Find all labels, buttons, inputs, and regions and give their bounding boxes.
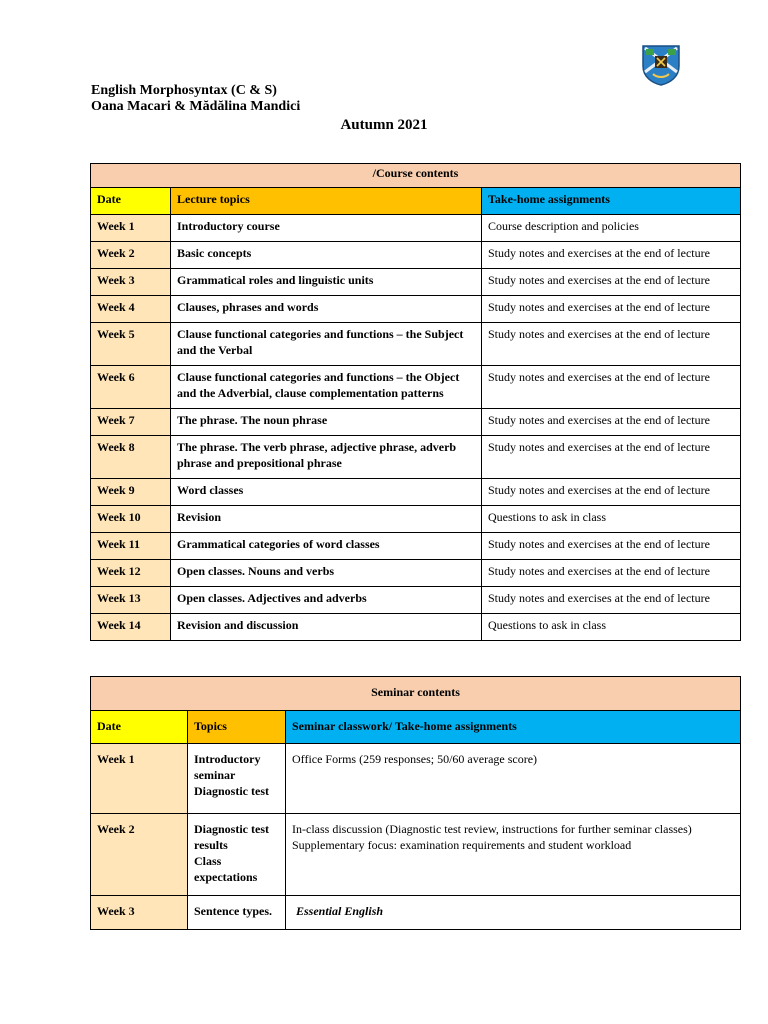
table-row — [91, 506, 741, 533]
work-line: Supplementary focus: examination requirements and student workload — [292, 838, 632, 852]
assignment-cell: Study notes and exercises at the end of lecture — [482, 533, 741, 560]
table-row — [91, 242, 741, 269]
seminar-work-cell — [286, 744, 741, 814]
lecture-topic-cell: Open classes. Nouns and verbs — [171, 560, 482, 587]
lecture-topic-cell: The phrase. The verb phrase, adjective phrase, adverb phrase and prepositional phrase — [171, 436, 482, 479]
week-cell: Week 3 — [91, 896, 188, 930]
work-line: Office Forms (259 responses; 50/60 average score) — [292, 752, 538, 766]
topic-line: Diagnostic test — [194, 784, 269, 798]
table-row — [91, 814, 741, 896]
course-table-header-row — [91, 188, 741, 215]
week-cell: Week 6 — [91, 366, 171, 409]
lecture-topic-cell: Clause functional categories and functions – the Subject and the Verbal — [171, 323, 482, 366]
week-cell: Week 5 — [91, 323, 171, 366]
course-contents-table — [90, 163, 741, 641]
assignment-cell: Study notes and exercises at the end of lecture — [482, 587, 741, 614]
assignment-cell: Questions to ask in class — [482, 506, 741, 533]
seminar-table-body — [91, 677, 741, 930]
header-date: Date — [91, 711, 188, 744]
week-cell: Week 9 — [91, 479, 171, 506]
week-cell: Week 3 — [91, 269, 171, 296]
lecture-topic-cell: Word classes — [171, 479, 482, 506]
assignment-cell: Study notes and exercises at the end of lecture — [482, 436, 741, 479]
week-cell: Week 11 — [91, 533, 171, 560]
assignment-cell: Study notes and exercises at the end of lecture — [482, 560, 741, 587]
lecture-topic-cell: The phrase. The noun phrase — [171, 409, 482, 436]
assignment-cell: Study notes and exercises at the end of lecture — [482, 323, 741, 366]
topic-line: Introductory — [194, 752, 261, 766]
assignment-cell: Questions to ask in class — [482, 614, 741, 641]
week-cell: Week 14 — [91, 614, 171, 641]
week-cell: Week 13 — [91, 587, 171, 614]
header-topics: Topics — [188, 711, 286, 744]
table-row — [91, 269, 741, 296]
course-title: English Morphosyntax (C & S) — [91, 83, 277, 98]
university-crest-logo — [641, 44, 681, 86]
lecture-topic-cell: Basic concepts — [171, 242, 482, 269]
lecture-topic-cell: Revision — [171, 506, 482, 533]
course-table-caption-row — [91, 164, 741, 188]
table-row — [91, 436, 741, 479]
topic-line: Class — [194, 854, 222, 868]
assignment-cell: Study notes and exercises at the end of lecture — [482, 242, 741, 269]
course-table-body — [91, 164, 741, 641]
topic-line: seminar — [194, 768, 236, 782]
lecture-topic-cell: Revision and discussion — [171, 614, 482, 641]
topic-line: results — [194, 838, 228, 852]
assignment-cell: Study notes and exercises at the end of lecture — [482, 296, 741, 323]
week-cell: Week 2 — [91, 814, 188, 896]
seminar-topic-cell — [188, 814, 286, 896]
week-cell: Week 12 — [91, 560, 171, 587]
seminar-table-caption-row — [91, 677, 741, 711]
header-seminar-work: Seminar classwork/ Take-home assignments — [286, 711, 741, 744]
table-row — [91, 215, 741, 242]
assignment-cell: Course description and policies — [482, 215, 741, 242]
topic-line: expectations — [194, 870, 258, 884]
assignment-cell: Study notes and exercises at the end of lecture — [482, 366, 741, 409]
lecture-topic-cell: Clause functional categories and functions – the Object and the Adverbial, clause complementation patterns — [171, 366, 482, 409]
table-row — [91, 366, 741, 409]
term-title: Autumn 2021 — [340, 117, 428, 133]
week-cell: Week 1 — [91, 744, 188, 814]
lecture-topic-cell: Open classes. Adjectives and adverbs — [171, 587, 482, 614]
assignment-cell: Study notes and exercises at the end of lecture — [482, 269, 741, 296]
table-row — [91, 587, 741, 614]
seminar-table-caption: Seminar contents — [91, 677, 741, 711]
work-line: In-class discussion (Diagnostic test review, instructions for further seminar classes) — [292, 822, 692, 836]
table-row — [91, 560, 741, 587]
table-row — [91, 323, 741, 366]
table-row — [91, 479, 741, 506]
assignment-cell: Study notes and exercises at the end of lecture — [482, 409, 741, 436]
week-cell: Week 7 — [91, 409, 171, 436]
seminar-contents-table — [90, 676, 741, 930]
week-cell: Week 8 — [91, 436, 171, 479]
week-cell: Week 2 — [91, 242, 171, 269]
assignment-cell: Study notes and exercises at the end of lecture — [482, 479, 741, 506]
header-lecture-topics: Lecture topics — [171, 188, 482, 215]
table-row — [91, 614, 741, 641]
week-cell: Week 4 — [91, 296, 171, 323]
seminar-work-cell — [286, 896, 741, 930]
week-cell: Week 1 — [91, 215, 171, 242]
lecture-topic-cell: Grammatical categories of word classes — [171, 533, 482, 560]
work-line: Essential English — [296, 904, 384, 918]
lecture-topic-cell: Clauses, phrases and words — [171, 296, 482, 323]
course-table-caption: /Course contents — [91, 164, 741, 188]
table-row — [91, 409, 741, 436]
seminar-work-cell — [286, 814, 741, 896]
seminar-topic-cell — [188, 896, 286, 930]
course-authors: Oana Macari & Mădălina Mandici — [91, 99, 301, 114]
table-row — [91, 533, 741, 560]
topic-line: Diagnostic test — [194, 822, 269, 836]
lecture-topic-cell: Introductory course — [171, 215, 482, 242]
table-row — [91, 896, 741, 930]
header-take-home: Take-home assignments — [482, 188, 741, 215]
table-row — [91, 296, 741, 323]
seminar-topic-cell — [188, 744, 286, 814]
table-row — [91, 744, 741, 814]
topic-line: Sentence types. — [194, 904, 272, 918]
seminar-table-header-row — [91, 711, 741, 744]
lecture-topic-cell: Grammatical roles and linguistic units — [171, 269, 482, 296]
week-cell: Week 10 — [91, 506, 171, 533]
header-date: Date — [91, 188, 171, 215]
